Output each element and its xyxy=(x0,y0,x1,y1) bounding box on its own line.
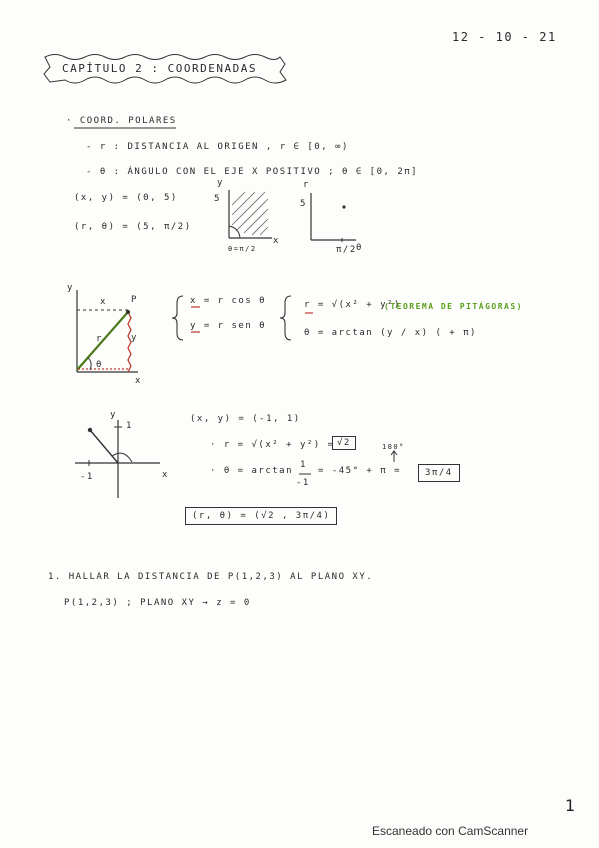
tri-y-label: y xyxy=(67,283,74,293)
def-r: - r : DISTANCIA AL ORIGEN , r ∈ [0, ∞) xyxy=(86,142,349,152)
ex-cartesian: (x, y) = (0, 5) xyxy=(74,193,178,203)
ex2-frac-num: 1 xyxy=(300,460,307,470)
ex2-over-pi: 180° xyxy=(382,443,405,451)
plot1-x-label: x xyxy=(273,236,280,246)
pythagoras-note: (TEOREMA DE PITÁGORAS) xyxy=(384,302,523,311)
ex2-frac-den: -1 xyxy=(296,478,310,488)
eq-theta: θ = arctan (y / x) ( + π) xyxy=(304,328,477,338)
ex2-axis-y: y xyxy=(110,410,117,420)
ex2-tick-y: 1 xyxy=(126,421,133,431)
tri-top-label: x xyxy=(100,297,107,307)
ex2-r-value: √2 xyxy=(332,436,356,450)
tri-x-label: x xyxy=(135,376,142,386)
eq-x: x = r cos θ xyxy=(190,296,267,306)
tri-angle-label: θ xyxy=(96,360,103,370)
exercise-line2: P(1,2,3) ; PLANO XY → z = 0 xyxy=(64,598,251,608)
date: 12 - 10 - 21 xyxy=(452,30,557,44)
page-number: 1 xyxy=(565,796,576,815)
section-title: · COORD. POLARES xyxy=(66,116,177,126)
eq-r: r = √(x² + y²) xyxy=(304,300,401,310)
ex2-point: (x, y) = (-1, 1) xyxy=(190,414,301,424)
plot1-x-tick: θ=π/2 xyxy=(228,245,257,253)
plot2-x-label: θ xyxy=(356,243,363,253)
tri-hyp-label: r xyxy=(96,334,103,344)
plot2-x-tick: π/2 xyxy=(336,245,357,255)
tri-side-label: y xyxy=(131,333,138,343)
ex-polar: (r, θ) = (5, π/2) xyxy=(74,222,192,232)
ex2-theta-calc-pre: · θ = arctan xyxy=(210,466,294,476)
plot2-tick-y: 5 xyxy=(300,199,307,209)
eq-y: y = r sen θ xyxy=(190,321,267,331)
ex2-theta-value: 3π/4 xyxy=(418,464,460,482)
exercise-1: 1. HALLAR LA DISTANCIA DE P(1,2,3) AL PLANO XY. xyxy=(48,572,374,582)
chapter-title: CAPÍTULO 2 : COORDENADAS xyxy=(62,62,257,75)
plot1-tick-y: 5 xyxy=(214,194,221,204)
plot1-y-label: y xyxy=(217,178,224,188)
ex2-result: (r, θ) = (√2 , 3π/4) xyxy=(185,507,337,525)
ex2-tick-x: -1 xyxy=(80,472,94,482)
ex2-theta-calc-post: = -45° + π = xyxy=(318,466,402,476)
ex2-axis-x: x xyxy=(162,470,169,480)
tri-p-label: P xyxy=(131,295,138,305)
plot2-y-label: r xyxy=(303,180,310,190)
hatch-region xyxy=(232,192,268,235)
camscanner-footer: Escaneado con CamScanner xyxy=(372,824,529,838)
def-theta: - θ : ÁNGULO CON EL EJE X POSITIVO ; θ ∈ [0, 2π] xyxy=(86,167,419,177)
ex2-r-calc: · r = √(x² + y²) = xyxy=(210,440,335,450)
